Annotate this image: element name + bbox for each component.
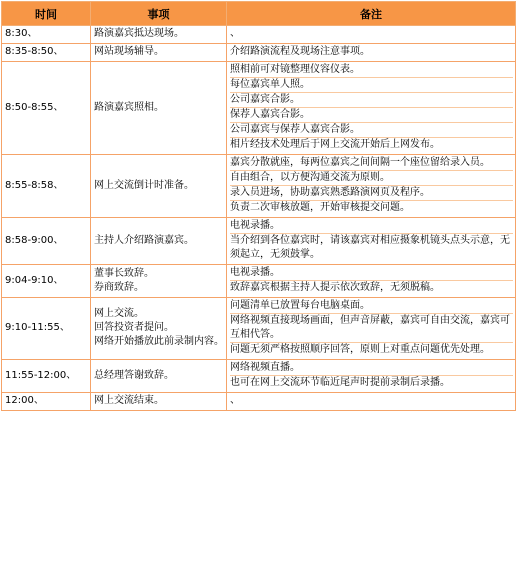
table-row (2, 44, 516, 62)
item-cell (91, 44, 227, 62)
item-line: 主持人介绍路演嘉宾。 (94, 234, 194, 246)
notes-cell (227, 62, 516, 155)
item-cell (91, 62, 227, 155)
note-line: 公司嘉宾与保荐人嘉宾合影。 (230, 123, 513, 138)
item-cell (91, 218, 227, 265)
time-cell: 11:55-12:00、 (2, 360, 91, 393)
note-line: 负责二次审核放题，开始审核提交问题。 (230, 202, 410, 213)
table-row (2, 360, 516, 393)
note-line: 自由组合，以方便沟通交流为原则。 (230, 171, 513, 186)
time-cell: 8:30、 (2, 26, 91, 44)
note-line: 网络视频直播。 (230, 361, 513, 376)
item-line: 路演嘉宾抵达现场。 (94, 28, 184, 39)
item-line: 券商致辞。 (94, 281, 144, 293)
notes-cell (227, 26, 516, 44)
notes-cell (227, 393, 516, 411)
schedule-table (1, 1, 516, 411)
item-line: 网络开始播放此前录制内容。 (94, 336, 224, 347)
note-line: 、 (230, 395, 240, 406)
notes-cell (227, 155, 516, 218)
time-cell: 12:00、 (2, 393, 91, 411)
note-line: 保荐人嘉宾合影。 (230, 108, 513, 123)
time-cell: 9:10-11:55、 (2, 298, 91, 360)
time-cell: 9:04-9:10、 (2, 265, 91, 298)
note-line: 录入员进场，协助嘉宾熟悉路演网页及程序。 (230, 186, 513, 201)
note-line: 相片经技术处理后于网上交流开始后上网发布。 (230, 139, 440, 150)
note-line: 每位嘉宾单人照。 (230, 78, 513, 93)
note-line: 也可在网上交流环节临近尾声时提前录制后录播。 (230, 377, 450, 388)
note-line: 、 (230, 28, 240, 39)
item-cell (91, 26, 227, 44)
item-line: 网上交流结束。 (94, 395, 164, 406)
table-row (2, 298, 516, 360)
note-line: 致辞嘉宾根据主持人提示依次致辞，无须脱稿。 (230, 282, 440, 293)
table-row (2, 218, 516, 265)
header-item: 事项 (91, 2, 227, 26)
time-cell: 8:58-9:00、 (2, 218, 91, 265)
note-line: 问题清单已放置每台电脑桌面。 (230, 299, 513, 314)
table-row (2, 155, 516, 218)
table-row (2, 393, 516, 411)
item-cell (91, 360, 227, 393)
item-cell (91, 393, 227, 411)
table-row (2, 26, 516, 44)
item-cell (91, 265, 227, 298)
time-cell: 8:55-8:58、 (2, 155, 91, 218)
time-cell: 8:50-8:55、 (2, 62, 91, 155)
item-line: 路演嘉宾照相。 (94, 101, 164, 113)
notes-cell (227, 44, 516, 62)
note-line: 网络视频直接现场画面，但声音屏蔽，嘉宾可自由交流，嘉宾可互相代答。 (230, 314, 513, 343)
schedule-body (2, 26, 516, 411)
item-line: 网上交流。 (94, 308, 144, 319)
note-line: 公司嘉宾合影。 (230, 93, 513, 108)
note-line: 嘉宾分散就座，每两位嘉宾之间间隔一个座位留给录入员。 (230, 156, 513, 171)
note-line: 电视录播。 (230, 219, 513, 234)
notes-cell (227, 218, 516, 265)
item-line: 网站现场辅导。 (94, 46, 164, 57)
item-line: 总经理答谢致辞。 (94, 369, 174, 381)
table-row (2, 62, 516, 155)
item-cell (91, 298, 227, 360)
header-time: 时间 (2, 2, 91, 26)
item-line: 董事长致辞。 (94, 267, 154, 279)
time-cell: 8:35-8:50、 (2, 44, 91, 62)
notes-cell (227, 298, 516, 360)
item-line: 网上交流倒计时准备。 (94, 179, 194, 191)
item-cell (91, 155, 227, 218)
notes-cell (227, 360, 516, 393)
note-line: 介绍路演流程及现场注意事项。 (230, 46, 370, 57)
item-line: 回答投资者提问。 (94, 322, 174, 333)
note-line: 照相前可对镜整理仪容仪表。 (230, 63, 513, 78)
notes-cell (227, 265, 516, 298)
table-row (2, 265, 516, 298)
note-line: 电视录播。 (230, 266, 513, 281)
header-row (2, 2, 516, 26)
note-line: 当介绍到各位嘉宾时，请该嘉宾对相应摄象机镜头点头示意，无须起立，无须鼓掌。 (230, 235, 510, 260)
note-line: 问题无须严格按照顺序回答，原则上对重点问题优先处理。 (230, 344, 490, 355)
header-notes: 备注 (227, 2, 516, 26)
